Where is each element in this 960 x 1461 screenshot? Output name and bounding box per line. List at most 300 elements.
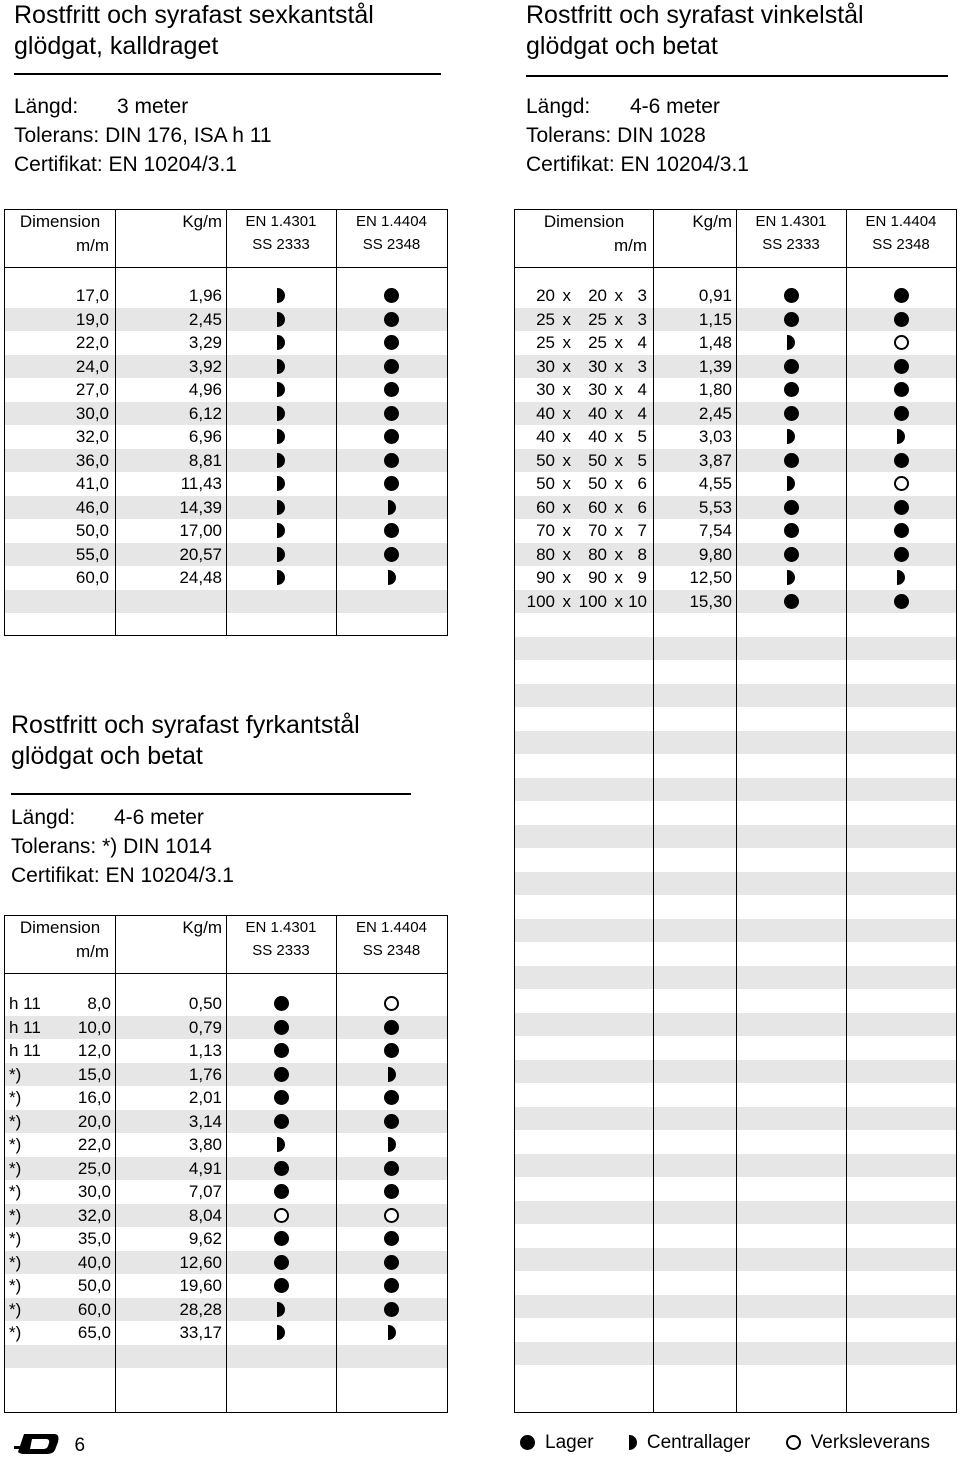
full-circle-icon [784, 288, 799, 303]
stock-cell-1 [226, 1086, 336, 1110]
stock-cell-1 [226, 355, 336, 379]
stock-cell-2 [336, 1157, 447, 1181]
half-circle-icon [277, 476, 285, 491]
page-footer [14, 1430, 85, 1461]
stock-cell-2 [846, 331, 956, 355]
full-circle-icon [894, 406, 909, 421]
dimension-cell: 17,0 [75, 286, 109, 305]
stock-cell-1 [736, 590, 846, 614]
half-circle-icon [277, 547, 285, 562]
full-circle-icon [894, 288, 909, 303]
full-circle-icon [384, 547, 399, 562]
stock-cell-2 [336, 378, 447, 402]
stock-cell-2 [336, 1063, 447, 1087]
full-circle-icon [274, 1043, 289, 1058]
tolerance-cell: h 11 [9, 1041, 41, 1060]
header-en2: EN 1.4404 [356, 919, 427, 936]
full-circle-icon [894, 359, 909, 374]
dimension-part: 40 [588, 427, 607, 446]
full-circle-icon [274, 1067, 289, 1082]
dimension-part: 3 [637, 286, 647, 305]
hex-specs [14, 92, 272, 179]
stock-cell-1 [226, 1251, 336, 1275]
weight-cell: 3,03 [698, 427, 732, 446]
full-circle-icon [384, 382, 399, 397]
times-sign: x [614, 474, 623, 493]
stock-cell-2 [336, 284, 447, 308]
half-circle-icon [787, 429, 795, 444]
times-sign: x [614, 427, 623, 446]
stock-cell-1 [736, 284, 846, 308]
header-dimension: Dimension [19, 212, 101, 231]
stock-cell-2 [336, 543, 447, 567]
weight-cell: 14,39 [179, 497, 222, 517]
full-circle-icon [274, 1184, 289, 1199]
weight-cell: 9,62 [188, 1229, 222, 1248]
stock-cell-2 [846, 284, 956, 308]
full-circle-icon [384, 312, 399, 327]
header-dimension: Dimension [19, 918, 101, 937]
times-sign: x [562, 568, 571, 587]
stock-cell-1 [736, 543, 846, 567]
half-circle-icon [388, 570, 396, 585]
weight-cell: 3,14 [188, 1111, 222, 1131]
full-circle-icon [384, 335, 399, 350]
full-circle-icon [384, 1043, 399, 1058]
square-spec-certificate [11, 861, 234, 890]
half-circle-icon [897, 429, 905, 444]
dimension-part: 50 [536, 450, 555, 470]
dimension-cell: 41,0 [75, 474, 109, 493]
header-ss2: SS 2348 [872, 236, 930, 253]
weight-cell: 8,81 [188, 450, 222, 470]
weight-cell: 3,92 [188, 356, 222, 376]
full-circle-icon [384, 453, 399, 468]
tolerance-cell: *) [9, 1158, 22, 1178]
half-circle-icon [277, 359, 285, 374]
weight-cell: 8,04 [188, 1205, 222, 1225]
weight-cell: 0,79 [188, 1017, 222, 1037]
full-circle-icon [274, 1020, 289, 1035]
square-spec-tolerance [11, 832, 234, 861]
stock-cell-2 [846, 472, 956, 496]
half-circle-icon [388, 1137, 396, 1152]
legend-label: Verksleverans [810, 1432, 931, 1453]
times-sign: x [562, 356, 571, 376]
stock-cell-2 [336, 331, 447, 355]
dimension-part: 30 [536, 380, 555, 399]
weight-cell: 3,80 [188, 1135, 222, 1154]
half-circle-icon [277, 1302, 285, 1317]
header-ss2: SS 2348 [362, 942, 421, 959]
dimension-part: 70 [536, 521, 555, 540]
half-circle-icon [277, 429, 285, 444]
dimension-part: 90 [536, 568, 555, 587]
full-circle-icon [384, 429, 399, 444]
weight-cell: 6,96 [188, 427, 222, 446]
stock-cell-2 [336, 1274, 447, 1298]
angle-spec-length [526, 92, 749, 121]
stock-cell-2 [336, 496, 447, 520]
stock-cell-2 [336, 1227, 447, 1251]
dimension-part: 50 [588, 450, 607, 470]
weight-cell: 5,53 [698, 497, 732, 517]
full-circle-icon [784, 547, 799, 562]
weight-cell: 4,55 [698, 474, 732, 493]
full-circle-icon [274, 1161, 289, 1176]
full-circle-icon [784, 523, 799, 538]
tolerance-cell: h 11 [9, 1017, 41, 1037]
full-circle-icon [894, 547, 909, 562]
header-en1: EN 1.4301 [245, 919, 317, 936]
weight-cell: 15,30 [689, 591, 732, 611]
weight-cell: 20,57 [179, 544, 222, 564]
full-circle-icon [784, 406, 799, 421]
dimension-cell: 24,0 [75, 356, 109, 376]
hex-spec-tolerance [14, 121, 272, 150]
half-circle-icon [277, 288, 285, 303]
tolerance-cell: *) [9, 1205, 22, 1225]
half-circle-icon [388, 1067, 396, 1082]
spec-value: EN 10204/3.1 [108, 153, 237, 176]
header-ss2: SS 2348 [362, 236, 421, 253]
stock-cell-1 [226, 1180, 336, 1204]
stock-cell-1 [736, 355, 846, 379]
header-en1: EN 1.4301 [755, 213, 827, 230]
dimension-cell: 27,0 [75, 380, 109, 399]
stock-cell-1 [226, 543, 336, 567]
dimension-part: 80 [588, 544, 607, 564]
stock-cell-1 [736, 449, 846, 473]
header-unit: m/m [75, 236, 109, 255]
angle-specs [526, 92, 749, 179]
weight-cell: 28,28 [179, 1299, 222, 1319]
full-circle-icon [784, 359, 799, 374]
legend-item-lager [520, 1431, 594, 1455]
dimension-cell: 30,0 [77, 1182, 111, 1201]
times-sign: x [562, 450, 571, 470]
half-circle-icon [388, 500, 396, 515]
dimension-part: 30 [588, 356, 607, 376]
tolerance-cell: *) [9, 1299, 22, 1319]
weight-cell: 7,07 [188, 1182, 222, 1201]
times-sign: x [614, 403, 623, 423]
dimension-cell: 25,0 [77, 1158, 111, 1178]
weight-cell: 1,13 [188, 1041, 222, 1060]
full-circle-icon [384, 1020, 399, 1035]
times-sign: x [562, 544, 571, 564]
stock-cell-1 [736, 519, 846, 543]
spec-label: Certifikat: [526, 153, 615, 176]
square-title-rule [11, 793, 411, 795]
header-ss1: SS 2333 [762, 236, 820, 253]
spec-label: Tolerans: [11, 835, 97, 858]
weight-cell: 2,45 [188, 309, 222, 329]
stock-cell-1 [226, 1063, 336, 1087]
header-kgm: Kg/m [182, 918, 222, 937]
stock-cell-2 [846, 402, 956, 426]
full-circle-icon [894, 523, 909, 538]
stock-cell-2 [336, 519, 447, 543]
dimension-cell: 12,0 [77, 1041, 111, 1060]
times-sign: x [562, 380, 571, 399]
full-circle-icon [384, 1302, 399, 1317]
half-circle-icon [277, 1137, 285, 1152]
weight-cell: 1,48 [698, 333, 732, 352]
weight-cell: 1,15 [698, 309, 732, 329]
angle-table [514, 209, 957, 1413]
stock-cell-1 [736, 378, 846, 402]
full-circle-icon [384, 406, 399, 421]
times-sign: x [562, 427, 571, 446]
square-title: Rostfritt och syrafast fyrkantstål glödgat och betat [11, 711, 360, 770]
weight-cell: 2,01 [188, 1088, 222, 1107]
weight-cell: 2,45 [698, 403, 732, 423]
column-divider [447, 210, 448, 635]
stock-cell-2 [336, 355, 447, 379]
stock-cell-1 [226, 1039, 336, 1063]
stock-cell-1 [736, 331, 846, 355]
dimension-part: 25 [588, 309, 607, 329]
dimension-part: 100 [526, 591, 555, 611]
dimension-part: 30 [588, 380, 607, 399]
hex-table [4, 209, 448, 636]
tolerance-cell: *) [9, 1276, 22, 1295]
full-circle-icon [384, 1278, 399, 1293]
full-circle-icon [784, 382, 799, 397]
dimension-part: 5 [637, 450, 647, 470]
dimension-part: 20 [536, 286, 555, 305]
empty-circle-icon [894, 335, 909, 350]
half-circle-icon [787, 570, 795, 585]
stock-cell-1 [226, 402, 336, 426]
weight-cell: 3,87 [698, 450, 732, 470]
dimension-part: 4 [637, 333, 647, 352]
full-circle-icon [384, 288, 399, 303]
spec-value: DIN 176, ISA h 11 [105, 124, 272, 147]
square-specs [11, 803, 234, 890]
stock-cell-2 [846, 355, 956, 379]
weight-cell: 0,91 [698, 286, 732, 305]
dimension-part: 6 [637, 497, 647, 517]
spec-label: Tolerans: [526, 124, 612, 147]
page-number: 6 [74, 1434, 86, 1456]
hex-spec-length [14, 92, 272, 121]
half-circle-icon [629, 1435, 637, 1450]
times-sign: x [614, 521, 623, 540]
full-circle-icon [894, 594, 909, 609]
full-circle-icon [384, 1184, 399, 1199]
dimension-cell: 32,0 [77, 1205, 111, 1225]
dimension-part: 4 [637, 380, 647, 399]
empty-circle-icon [384, 996, 399, 1011]
times-sign: x [562, 309, 571, 329]
dimension-cell: 60,0 [77, 1299, 111, 1319]
times-sign: x [614, 450, 623, 470]
times-sign: x [562, 403, 571, 423]
spec-value: 4-6 meter [114, 806, 204, 829]
half-circle-icon [277, 523, 285, 538]
angle-spec-tolerance [526, 121, 749, 150]
weight-cell: 1,80 [698, 380, 732, 399]
stock-cell-2 [336, 992, 447, 1016]
full-circle-icon [894, 382, 909, 397]
stock-cell-1 [226, 1016, 336, 1040]
tolerance-cell: *) [9, 1252, 22, 1272]
tolerance-cell: *) [9, 1111, 22, 1131]
spec-value: DIN 1028 [617, 124, 706, 147]
stock-cell-2 [336, 1204, 447, 1228]
empty-circle-icon [894, 476, 909, 491]
hex-title-rule [14, 73, 441, 75]
stock-cell-1 [736, 425, 846, 449]
full-circle-icon [384, 1231, 399, 1246]
half-circle-icon [277, 312, 285, 327]
empty-circle-icon [786, 1435, 801, 1450]
tolerance-cell: *) [9, 1088, 22, 1107]
half-circle-icon [897, 570, 905, 585]
dimension-part: 9 [637, 568, 647, 587]
dimension-part: 60 [588, 497, 607, 517]
spec-label: Längd: [11, 806, 76, 829]
dimension-cell: 36,0 [75, 450, 109, 470]
header-unit: m/m [613, 236, 647, 255]
half-circle-icon [277, 406, 285, 421]
dimension-cell: 32,0 [75, 427, 109, 446]
weight-cell: 3,29 [188, 333, 222, 352]
spec-label: Tolerans: [14, 124, 100, 147]
full-circle-icon [274, 1090, 289, 1105]
times-sign: x [614, 309, 623, 329]
half-circle-icon [787, 335, 795, 350]
dimension-cell: 50,0 [77, 1276, 111, 1295]
full-circle-icon [274, 1231, 289, 1246]
full-circle-icon [384, 1114, 399, 1129]
stock-cell-2 [336, 449, 447, 473]
header-ss1: SS 2333 [252, 236, 310, 253]
stock-cell-2 [336, 1086, 447, 1110]
dimension-cell: 10,0 [77, 1017, 111, 1037]
tolerance-cell: *) [9, 1182, 22, 1201]
full-circle-icon [274, 1114, 289, 1129]
filled-circle-icon [520, 1435, 535, 1450]
stock-cell-2 [846, 425, 956, 449]
stock-cell-2 [846, 519, 956, 543]
dimension-part: 70 [588, 521, 607, 540]
stock-cell-2 [846, 308, 956, 332]
dimension-part: 8 [637, 544, 647, 564]
spec-label: Längd: [526, 95, 591, 118]
full-circle-icon [384, 359, 399, 374]
full-circle-icon [274, 1255, 289, 1270]
dimension-part: 25 [588, 333, 607, 352]
weight-cell: 11,43 [180, 474, 222, 493]
stock-cell-2 [336, 1133, 447, 1157]
dimension-part: 5 [637, 427, 647, 446]
hex-spec-certificate [14, 150, 272, 179]
dimension-cell: 30,0 [75, 403, 109, 423]
full-circle-icon [384, 1090, 399, 1105]
spec-label: Längd: [14, 95, 79, 118]
dimension-part: 90 [588, 568, 607, 587]
empty-circle-icon [274, 1208, 289, 1223]
stock-cell-1 [736, 472, 846, 496]
square-table [4, 915, 448, 1413]
dimension-cell: 22,0 [77, 1135, 111, 1154]
half-circle-icon [277, 453, 285, 468]
header-kgm: Kg/m [692, 212, 732, 231]
dimension-cell: 50,0 [75, 521, 109, 540]
full-circle-icon [894, 453, 909, 468]
stock-cell-1 [226, 331, 336, 355]
stock-cell-1 [226, 519, 336, 543]
half-circle-icon [277, 335, 285, 350]
dimension-part: 3 [637, 356, 647, 376]
times-sign: x [562, 286, 571, 305]
legend [508, 1431, 930, 1455]
stock-cell-2 [336, 308, 447, 332]
header-en2: EN 1.4404 [356, 213, 427, 230]
times-sign: x [562, 333, 571, 352]
full-circle-icon [894, 312, 909, 327]
stock-cell-1 [736, 566, 846, 590]
full-circle-icon [384, 476, 399, 491]
header-ss1: SS 2333 [252, 942, 310, 959]
times-sign: x [614, 286, 623, 305]
times-sign: x [614, 544, 623, 564]
dimension-cell: 16,0 [77, 1088, 111, 1107]
stock-cell-1 [226, 472, 336, 496]
half-circle-icon [388, 1325, 396, 1340]
half-circle-icon [787, 476, 795, 491]
tolerance-cell: *) [9, 1323, 22, 1342]
dimension-cell: 55,0 [75, 544, 109, 564]
stock-cell-1 [736, 402, 846, 426]
weight-cell: 1,76 [188, 1064, 222, 1084]
tolerance-cell: *) [9, 1135, 22, 1154]
angle-spec-certificate [526, 150, 749, 179]
spec-value: *) DIN 1014 [102, 835, 212, 858]
stock-cell-2 [336, 402, 447, 426]
half-circle-icon [277, 382, 285, 397]
times-sign: x [614, 333, 623, 352]
weight-cell: 4,96 [188, 380, 222, 399]
times-sign: x [614, 497, 623, 517]
dimension-part: 25 [536, 333, 555, 352]
stock-cell-1 [226, 1227, 336, 1251]
stock-cell-2 [846, 378, 956, 402]
stock-cell-2 [336, 472, 447, 496]
stock-cell-1 [226, 1157, 336, 1181]
full-circle-icon [784, 594, 799, 609]
square-spec-length [11, 803, 234, 832]
stock-cell-1 [226, 1274, 336, 1298]
weight-cell: 19,60 [179, 1276, 222, 1295]
times-sign: x [614, 568, 623, 587]
full-circle-icon [784, 312, 799, 327]
stock-cell-1 [226, 1204, 336, 1228]
dimension-cell: 8,0 [87, 994, 111, 1013]
stock-cell-2 [336, 566, 447, 590]
stock-cell-1 [226, 1110, 336, 1134]
spec-value: EN 10204/3.1 [105, 864, 234, 887]
stock-cell-1 [226, 1321, 336, 1345]
weight-cell: 6,12 [188, 403, 222, 423]
header-dimension: Dimension [543, 212, 625, 231]
times-sign: x [562, 521, 571, 540]
spec-label: Certifikat: [11, 864, 100, 887]
legend-label: Centrallager [646, 1432, 751, 1453]
